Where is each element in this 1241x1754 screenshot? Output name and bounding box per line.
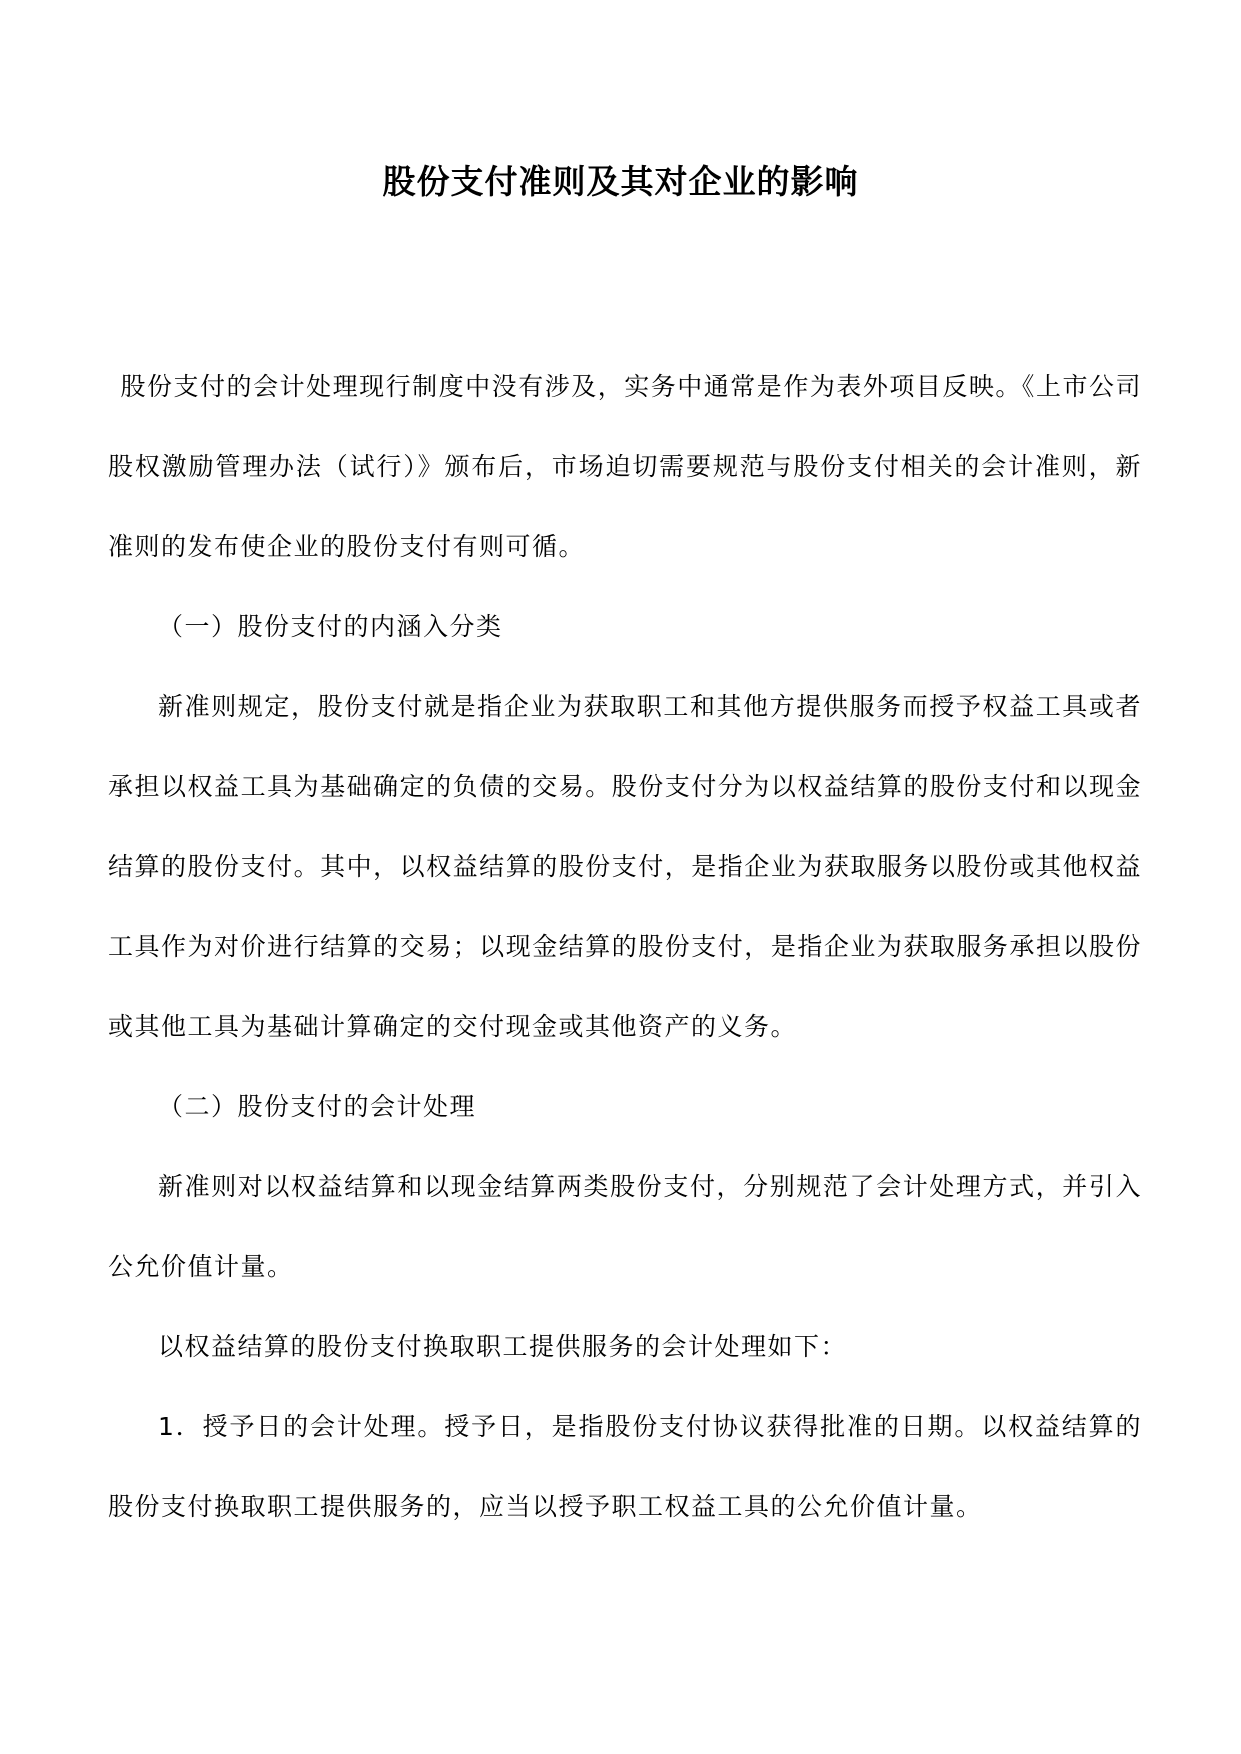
document-title: 股份支付准则及其对企业的影响 [382,162,859,201]
section-heading-1: （一）股份支付的内涵入分类 [158,612,503,641]
paragraph-intro: 股份支付的会计处理现行制度中没有涉及，实务中通常是作为表外项目反映。《上市公司股权激励管理办法（试行）》颁布后，市场迫切需要规范与股份支付相关的会计准则，新准则的发布使企业的股份支付有则可循。 [108,372,1142,561]
paragraph-accounting: 新准则对以权益结算和以现金结算两类股份支付，分别规范了会计处理方式，并引入公允价值计量。 [108,1172,1142,1281]
document-body [108,347,1142,1547]
paragraph-equity-settled: 以权益结算的股份支付换取职工提供服务的会计处理如下： [158,1332,848,1361]
paragraph-definition: 新准则规定，股份支付就是指企业为获取职工和其他方提供服务而授予权益工具或者承担以权益工具为基础确定的负债的交易。股份支付分为以权益结算的股份支付和以现金结算的股份支付。其中，以权益结算的股份支付，是指企业为获取服务以股份或其他权益工具作为对价进行结算的交易；以现金结算的股份支付，是指企业为获取服务承担以股份或其他工具为基础计算确定的交付现金或其他资产的义务。 [108,692,1142,1041]
paragraph-grant-date: 1．授予日的会计处理。授予日，是指股份支付协议获得批准的日期。以权益结算的股份支付换取职工提供服务的，应当以授予职工权益工具的公允价值计量。 [108,1412,1142,1521]
section-heading-2: （二）股份支付的会计处理 [158,1092,477,1121]
